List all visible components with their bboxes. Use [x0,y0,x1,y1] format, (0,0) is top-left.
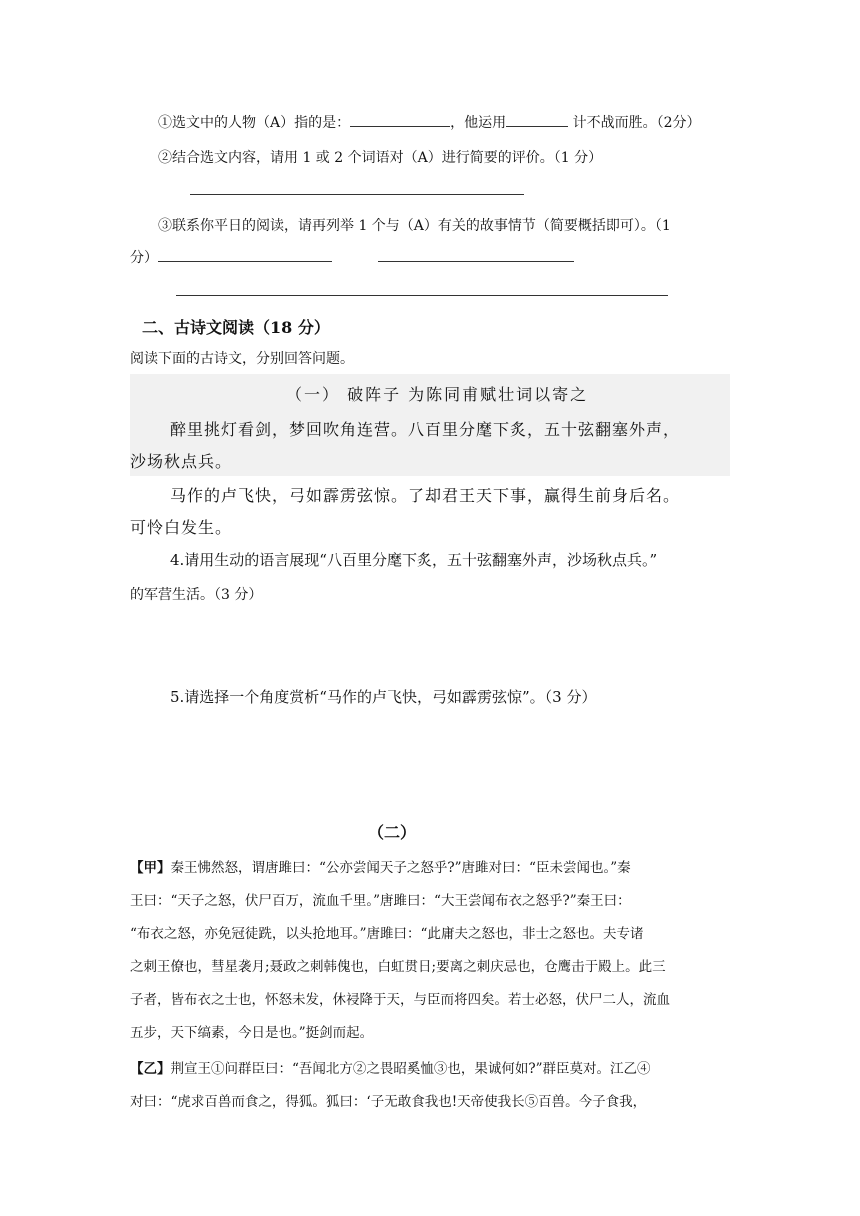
passage-jia-text-1: 秦王怫然怒，谓唐雎曰：“公亦尝闻天子之怒乎?”唐雎对曰：“臣未尝闻也。”秦 [170,860,631,876]
poem-title: （一） 破阵子 为陈同甫赋壮词以寄之 [286,385,589,404]
passage-jia-line-2: 王曰：“天子之怒，伏尸百万，流血千里。”唐雎曰：“大王尝闻布衣之怒乎?”秦王曰： [130,893,631,909]
passage-jia-line-6: 五步，天下缟素，今日是也。”挺剑而起。 [130,1025,374,1041]
question-5: 5.请选择一个角度赏析“马作的卢飞快，弓如霹雳弦惊”。（3 分） [170,688,597,706]
answer-line-question-2[interactable] [190,194,524,195]
passage-yi-line-1 [130,1057,651,1077]
answer-line-question-3[interactable] [176,295,668,296]
answer-blank-story-2[interactable] [378,247,574,262]
section-heading: 二、古诗文阅读（18 分） [142,318,330,337]
passage-jia-line-5: 子者，皆布衣之士也，怀怒未发，休祲降于天，与臣而将四矣。若士必怒，伏尸二人，流血 [130,992,670,1008]
question-1-text-a: ①选文中的人物（A）指的是： [158,115,351,131]
poem-line-3: 马作的卢飞快，弓如霹雳弦惊。了却君王天下事，赢得生前身后名。 [170,486,681,505]
question-3-line-1: ③联系你平日的阅读，请再列举 1 个与（A）有关的故事情节（简要概括即可）。（1 [158,218,671,234]
passage-yi-tag: 【乙】 [130,1061,171,1077]
poem-line-4: 可怜白发生。 [130,518,233,537]
question-3-prefix: 分） [130,250,158,266]
question-1 [158,112,700,132]
answer-blank-story-1[interactable] [158,247,332,262]
passage-heading: （二） [368,823,417,842]
question-4-line-2: 的军营生活。（3 分） [130,587,263,603]
question-1-text-b: ，他运用 [450,115,507,131]
question-3-line-2 [130,247,574,267]
passage-yi-text-1: 荆宣王①问群臣曰：“吾闻北方②之畏昭奚恤③也，果诚何如?”群臣莫对。江乙④ [170,1061,651,1077]
poem-line-2: 沙场秋点兵。 [130,452,233,471]
poem-line-1: 醉里挑灯看剑，梦回吹角连营。八百里分麾下炙，五十弦翻塞外声， [170,420,681,439]
question-4-line-1: 4.请用生动的语言展现“八百里分麾下炙，五十弦翻塞外声，沙场秋点兵。” [170,551,658,569]
passage-jia-line-4: 之刺王僚也，彗星袭月;聂政之刺韩傀也，白虹贯日;要离之刺庆忌也，仓鹰击于殿上。此三 [130,959,666,975]
passage-jia-line-1 [130,856,631,876]
question-2: ②结合选文内容，请用 1 或 2 个词语对（A）进行简要的评价。（1 分） [158,150,603,166]
answer-blank-strategy[interactable] [506,112,568,127]
passage-jia-line-3: “布衣之怒，亦免冠徒跣，以头抢地耳。”唐雎曰：“此庸夫之怒也，非士之怒也。夫专诸 [130,926,644,942]
section-intro: 阅读下面的古诗文，分别回答问题。 [130,351,354,367]
question-1-text-c: 计不战而胜。（2分） [568,115,701,131]
passage-yi-line-2: 对曰：“虎求百兽而食之，得狐。狐曰：‘子无敢食我也!天帝使我长⑤百兽。今子食我， [130,1094,647,1110]
passage-jia-tag: 【甲】 [130,860,171,876]
answer-blank-person[interactable] [350,112,450,127]
